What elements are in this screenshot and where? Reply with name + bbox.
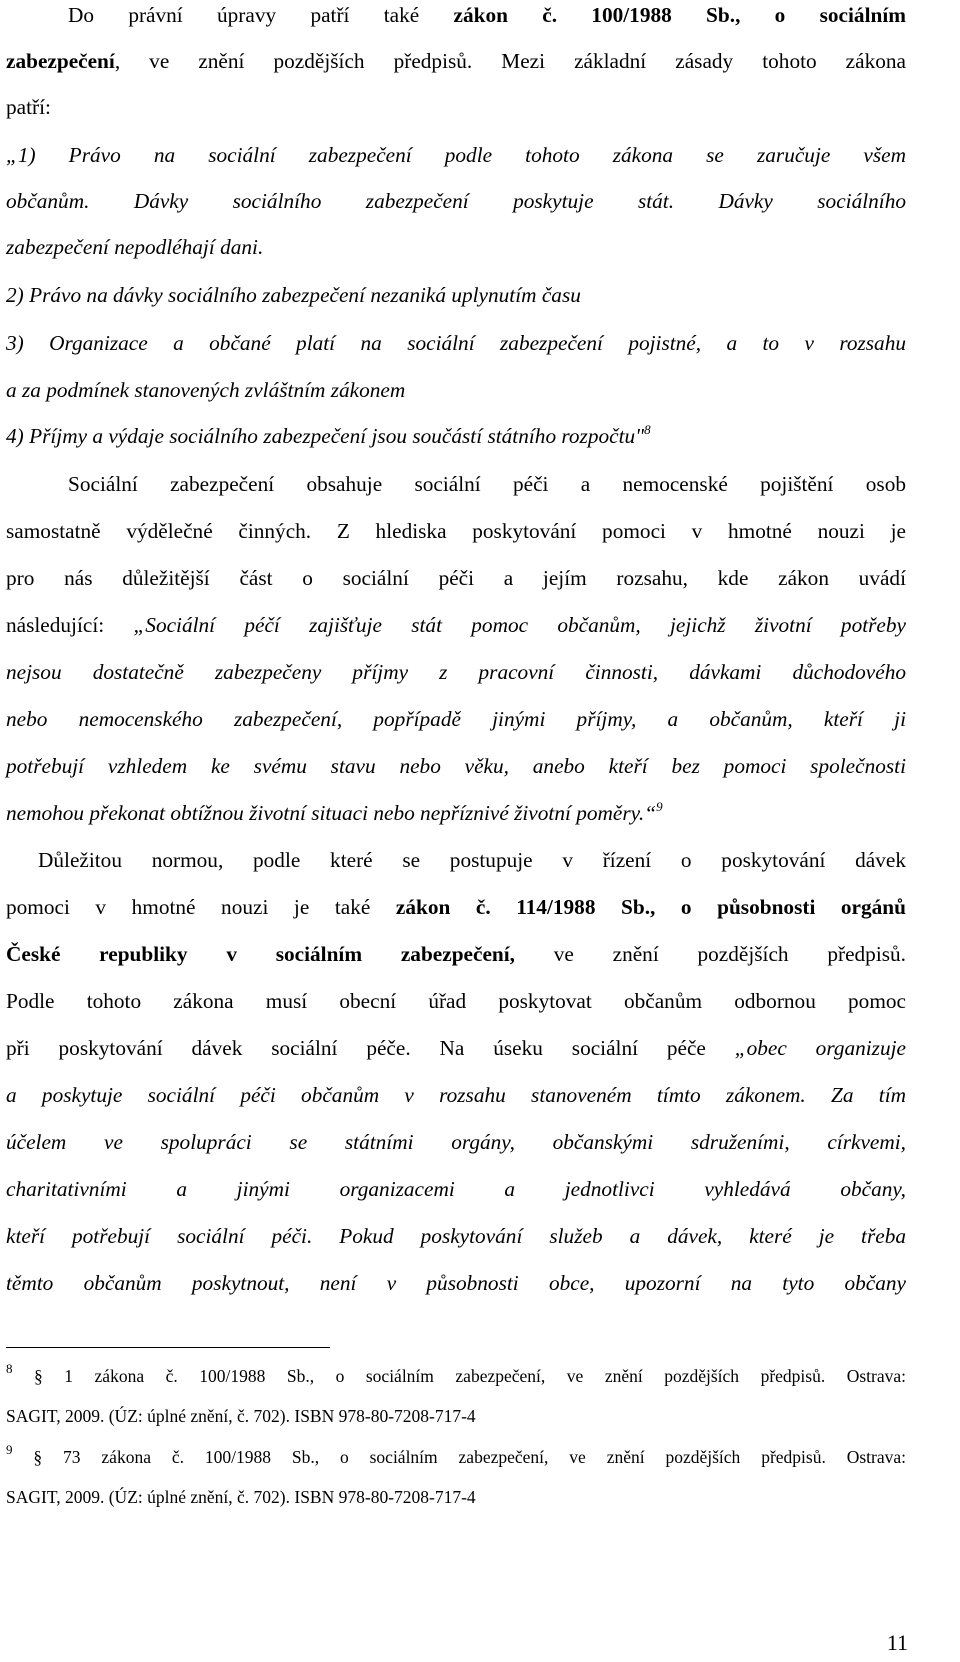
quote-line: kteří potřebují sociální péči. Pokud poskytování služeb a dávek, které je třeba	[6, 1224, 906, 1248]
quote-line: nebo nemocenského zabezpečení, popřípadě jinými příjmy, a občanům, kteří ji	[6, 707, 906, 731]
footnote-number: 9	[6, 1442, 13, 1457]
footnote-line: SAGIT, 2009. (ÚZ: úplné znění, č. 702). ISBN 978-80-7208-717-4	[6, 1487, 476, 1507]
paragraph-line: Do právní úpravy patří také zákon č. 100/1988 Sb., o sociálním	[68, 3, 906, 27]
quote-line: těmto občanům poskytnout, není v působnosti obce, upozorní na tyto občany	[6, 1271, 906, 1295]
quote-line: nejsou dostatečně zabezpečeny příjmy z pracovní činnosti, dávkami důchodového	[6, 660, 906, 684]
quote-line: občanům. Dávky sociálního zabezpečení poskytuje stát. Dávky sociálního	[6, 189, 906, 213]
paragraph-line: následující: „Sociální péčí zajišťuje stát pomoc občanům, jejichž životní potřeby	[6, 613, 906, 637]
quote-line: potřebují vzhledem ke svému stavu nebo věku, anebo kteří bez pomoci společnosti	[6, 754, 906, 778]
quote-line: nemohou překonat obtížnou životní situaci nebo nepříznivé životní poměry.“$^9$	[6, 799, 663, 825]
page-number: 11	[886, 1630, 908, 1655]
footnote-number: 8	[6, 1361, 13, 1376]
quote-line: 3) Organizace a občané platí na sociální zabezpečení pojistné, a to v rozsahu	[6, 331, 906, 355]
footnote-ref: 8	[644, 422, 651, 437]
footnote: $^9$ § 73 zákona č. 100/1988 Sb., o sociálním zabezpečení, ve znění pozdějších předpisů. Ostrava:	[6, 1442, 906, 1467]
footnote-separator	[6, 1347, 330, 1348]
paragraph-line: Sociální zabezpečení obsahuje sociální péči a nemocenské pojištění osob	[68, 472, 906, 496]
quote-line: a poskytuje sociální péči občanům v rozsahu stanoveném tímto zákonem. Za tím	[6, 1083, 906, 1107]
paragraph-line: České republiky v sociálním zabezpečení, ve znění pozdějších předpisů.	[6, 942, 906, 966]
paragraph-line: zabezpečení, ve znění pozdějších předpisů. Mezi základní zásady tohoto zákona	[6, 49, 906, 73]
paragraph-line: Podle tohoto zákona musí obecní úřad poskytovat občanům odbornou pomoc	[6, 989, 906, 1013]
paragraph-line: samostatně výdělečné činných. Z hlediska poskytování pomoci v hmotné nouzi je	[6, 519, 906, 543]
footnote: $^8$ § 1 zákona č. 100/1988 Sb., o sociálním zabezpečení, ve znění pozdějších předpisů. Ostrava:	[6, 1361, 906, 1386]
quote-line: charitativními a jinými organizacemi a jednotlivci vyhledává občany,	[6, 1177, 906, 1201]
quote-line: účelem ve spolupráci se státními orgány, občanskými sdruženími, církvemi,	[6, 1130, 906, 1154]
paragraph-line: při poskytování dávek sociální péče. Na úseku sociální péče „obec organizuje	[6, 1036, 906, 1060]
paragraph-line: pro nás důležitější část o sociální péči a jejím rozsahu, kde zákon uvádí	[6, 566, 906, 590]
footnote-line: SAGIT, 2009. (ÚZ: úplné znění, č. 702). ISBN 978-80-7208-717-4	[6, 1406, 476, 1426]
footnote-ref: 9	[656, 799, 663, 814]
quote-line: 4) Příjmy a výdaje sociálního zabezpečení jsou součástí státního rozpočtu"$^8$	[6, 422, 651, 448]
quote-line: a za podmínek stanovených zvláštním zákonem	[6, 378, 406, 402]
paragraph-line: Důležitou normou, podle které se postupuje v řízení o poskytování dávek	[38, 848, 906, 872]
quote-line: 2) Právo na dávky sociálního zabezpečení nezaniká uplynutím času	[6, 283, 581, 307]
paragraph-line: patří:	[6, 95, 51, 119]
quote-line: „1) Právo na sociální zabezpečení podle tohoto zákona se zaručuje všem	[6, 143, 906, 167]
paragraph-line: pomoci v hmotné nouzi je také zákon č. 114/1988 Sb., o působnosti orgánů	[6, 895, 906, 919]
quote-line: zabezpečení nepodléhají dani.	[6, 235, 264, 259]
